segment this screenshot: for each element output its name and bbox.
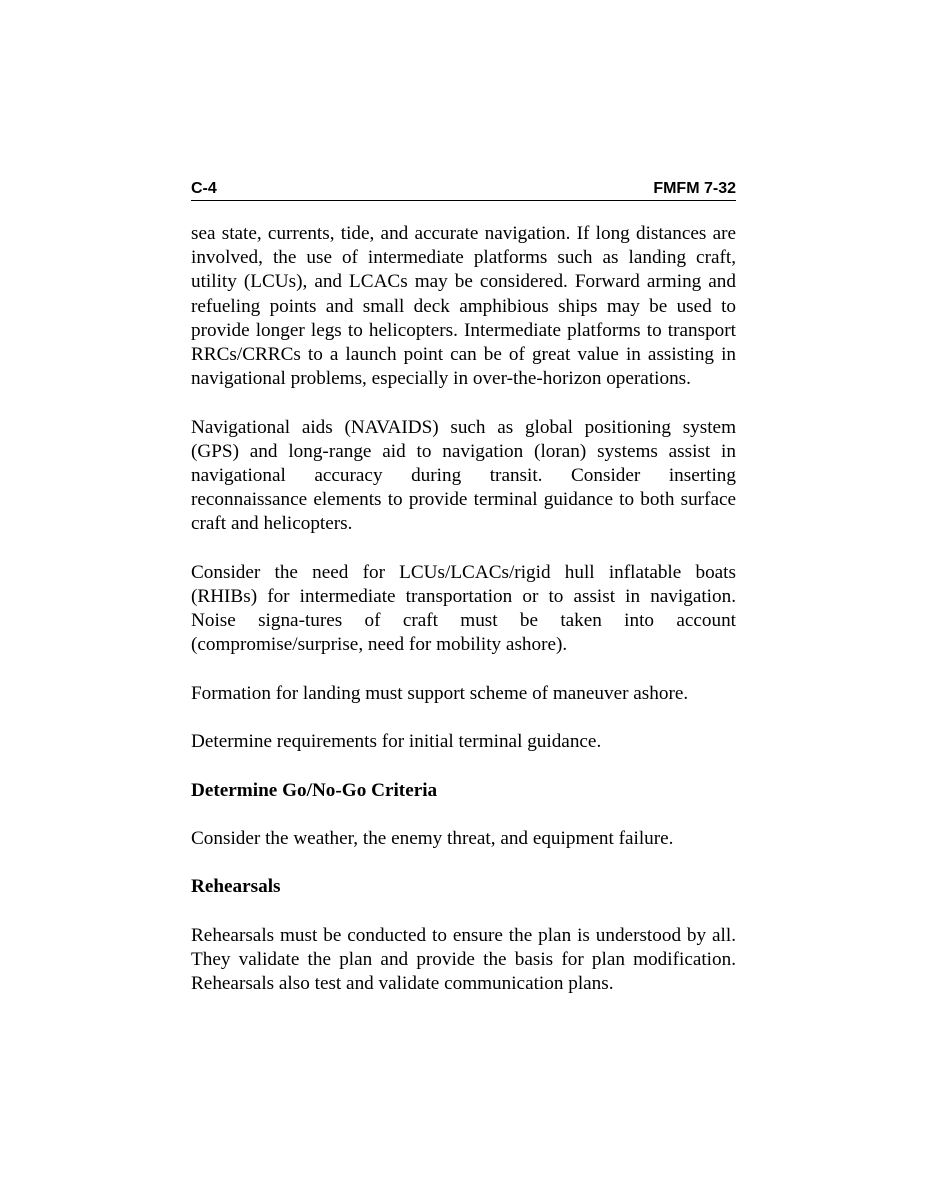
paragraph-formation: Formation for landing must support scheme of maneuver ashore. [191, 682, 689, 704]
paragraph-terminal-guidance: Determine requirements for initial terminal guidance. [191, 731, 602, 753]
paragraph-rehearsals: Rehearsals must be conducted to ensure the plan is understood by all. They validate the plan and provide the basis for plan modification. Rehearsals also test and validate communication plans. [191, 924, 736, 995]
paragraph-craft: Consider the need for LCUs/LCACs/rigid hull inflatable boats (RHIBs) for intermediate transportation or to assist in navigation. Noise signa-tures of craft must be taken into account (compromise/surprise, need for mobility ashore). [191, 561, 736, 656]
paragraph-navaids: Navigational aids (NAVAIDS) such as global positioning system (GPS) and long-range aid to navigation (loran) systems assist in navigational accuracy during transit. Consider inserting reconnaissance elements to provide terminal guidance to both surface craft and helicopters. [191, 416, 736, 535]
page-number: C-4 [191, 180, 217, 197]
paragraph-go-no-go: Consider the weather, the enemy threat, and equipment failure. [191, 827, 674, 849]
section-heading-go-no-go: Determine Go/No-Go Criteria [191, 779, 438, 801]
document-id: FMFM 7-32 [653, 180, 736, 197]
body-text [191, 222, 736, 1021]
paragraph-navigation: sea state, currents, tide, and accurate navigation. If long distances are involved, the use of intermediate platforms such as landing craft, utility (LCUs), and LCACs may be considered. Forward arming and refueling points and small deck amphibious ships may be used to provide longer legs to helicopters. Intermediate platforms to transport RRCs/CRRCs to a launch point can be of great value in assisting in navigational problems, especially in over-the-horizon operations. [191, 223, 736, 390]
section-heading-rehearsals: Rehearsals [191, 876, 281, 898]
running-header [191, 178, 736, 201]
